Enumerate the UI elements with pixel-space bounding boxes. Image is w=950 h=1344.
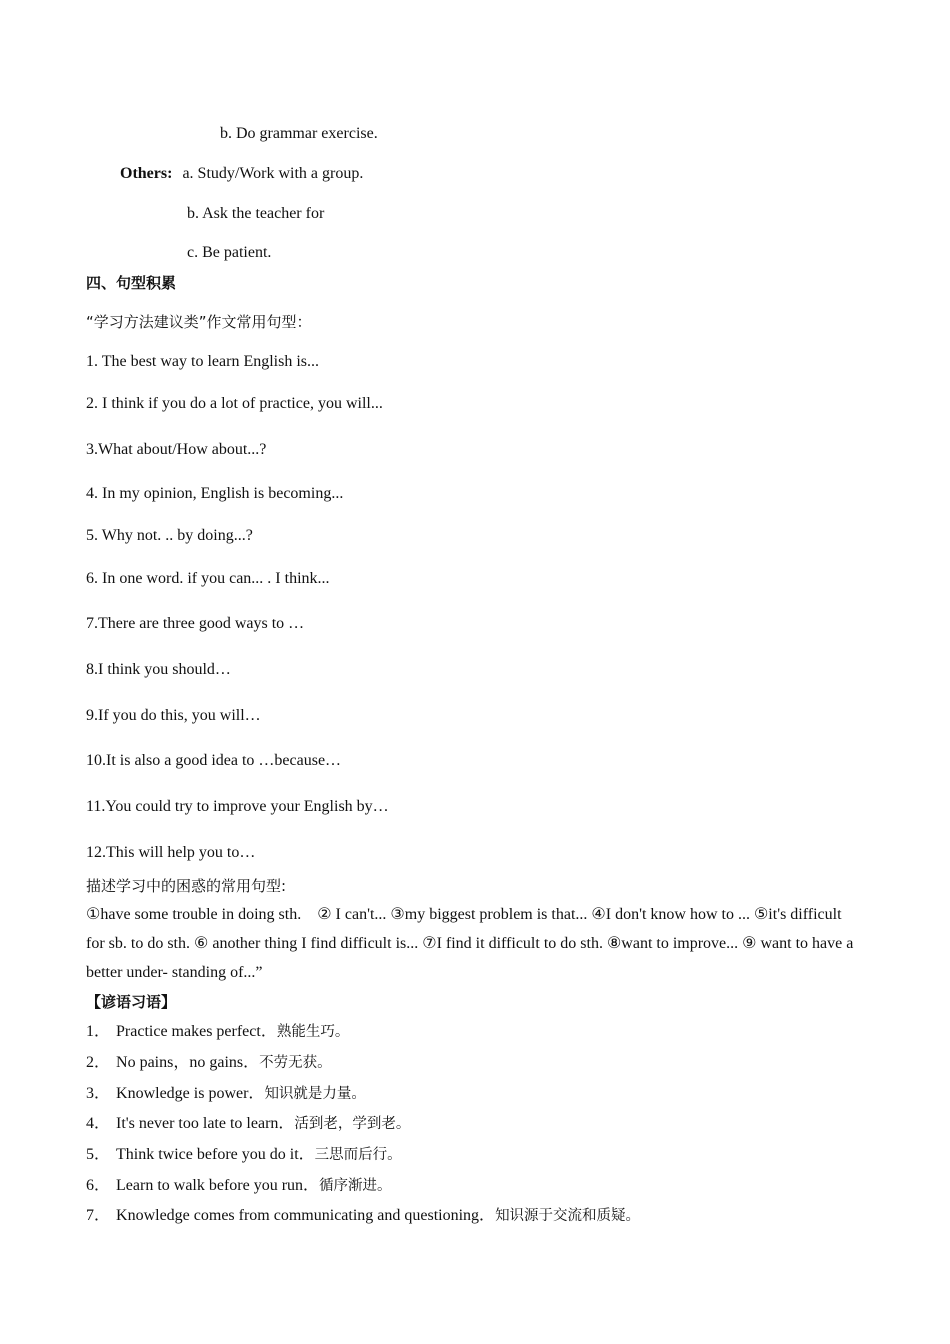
confusion-heading: 描述学习中的困惑的常用句型: <box>86 877 287 895</box>
proverb-chinese: 不劳无获。 <box>259 1055 332 1071</box>
proverb-english: Learn to walk before you run． <box>116 1177 320 1194</box>
proverb-item <box>86 1176 392 1196</box>
sentence-item: 6. In one word. if you can... . I think... <box>86 570 330 587</box>
proverb-chinese: 活到老，学到老。 <box>294 1116 411 1132</box>
proverb-english: No pains，no gains． <box>116 1054 260 1071</box>
sentence-item: 10.It is also a good idea to …because… <box>86 752 342 769</box>
proverb-number: 6． <box>86 1177 111 1194</box>
proverb-number: 1． <box>86 1023 111 1040</box>
proverb-number: 3． <box>86 1085 111 1102</box>
proverb-english: Knowledge comes from communicating and questioning． <box>116 1207 496 1224</box>
proverb-number: 4． <box>86 1115 111 1132</box>
sentence-item: 3.What about/How about...? <box>86 441 267 458</box>
proverb-english: It's never too late to learn． <box>116 1115 295 1132</box>
proverb-english: Practice makes perfect． <box>116 1023 277 1040</box>
proverb-number: 2． <box>86 1054 111 1071</box>
section-heading-sentence-patterns: 四、句型积累 <box>86 274 177 292</box>
proverb-english: Think twice before you do it． <box>116 1146 315 1163</box>
proverb-item <box>86 1114 410 1134</box>
others-row <box>120 164 363 184</box>
grammar-method-b: b. Do grammar exercise. <box>220 125 378 142</box>
sentence-item: 4. In my opinion, English is becoming... <box>86 485 344 502</box>
proverb-item <box>86 1206 640 1226</box>
proverb-number: 5． <box>86 1146 111 1163</box>
proverb-english: Knowledge is power． <box>116 1085 265 1102</box>
proverb-chinese: 知识就是力量。 <box>264 1086 366 1102</box>
others-method-a: a. Study/Work with a group. <box>182 165 364 182</box>
proverb-chinese: 三思而后行。 <box>314 1147 402 1163</box>
proverb-item <box>86 1145 402 1165</box>
sentence-item: 9.If you do this, you will… <box>86 707 261 724</box>
proverb-chinese: 循序渐进。 <box>319 1178 392 1194</box>
sentence-item: 2. I think if you do a lot of practice, you will... <box>86 395 383 412</box>
sentence-item: 7.There are three good ways to … <box>86 615 305 632</box>
section-subheading-writing-patterns: “学习方法建议类”作文常用句型： <box>86 313 312 331</box>
sentence-item: 5. Why not. .. by doing...? <box>86 527 253 544</box>
proverb-number: 7． <box>86 1207 111 1224</box>
proverb-item <box>86 1084 366 1104</box>
proverbs-heading: 【谚语习语】 <box>86 993 177 1011</box>
sentence-item: 8.I think you should… <box>86 661 231 678</box>
others-label: Others: <box>120 165 173 182</box>
sentence-item: 12.This will help you to… <box>86 844 256 861</box>
proverb-chinese: 熟能生巧。 <box>276 1024 350 1040</box>
others-method-b: b. Ask the teacher for <box>187 205 325 222</box>
sentence-item: 1. The best way to learn English is... <box>86 353 319 370</box>
proverb-chinese: 知识源于交流和质疑。 <box>495 1208 641 1224</box>
others-method-c: c. Be patient. <box>187 244 272 261</box>
proverb-item <box>86 1053 332 1073</box>
sentence-item: 11.You could try to improve your English by… <box>86 798 389 815</box>
confusion-patterns-paragraph: ①have some trouble in doing sth. ② I can't... ③my biggest problem is that... ④I don't know how to ... ⑤it's difficult for sb. to do sth. ⑥ another thing I find difficult is... ⑦I find it difficult to do sth. ⑧want to improve... ⑨ want to have a better under- standing of...” <box>86 906 858 981</box>
proverb-item <box>86 1022 349 1042</box>
